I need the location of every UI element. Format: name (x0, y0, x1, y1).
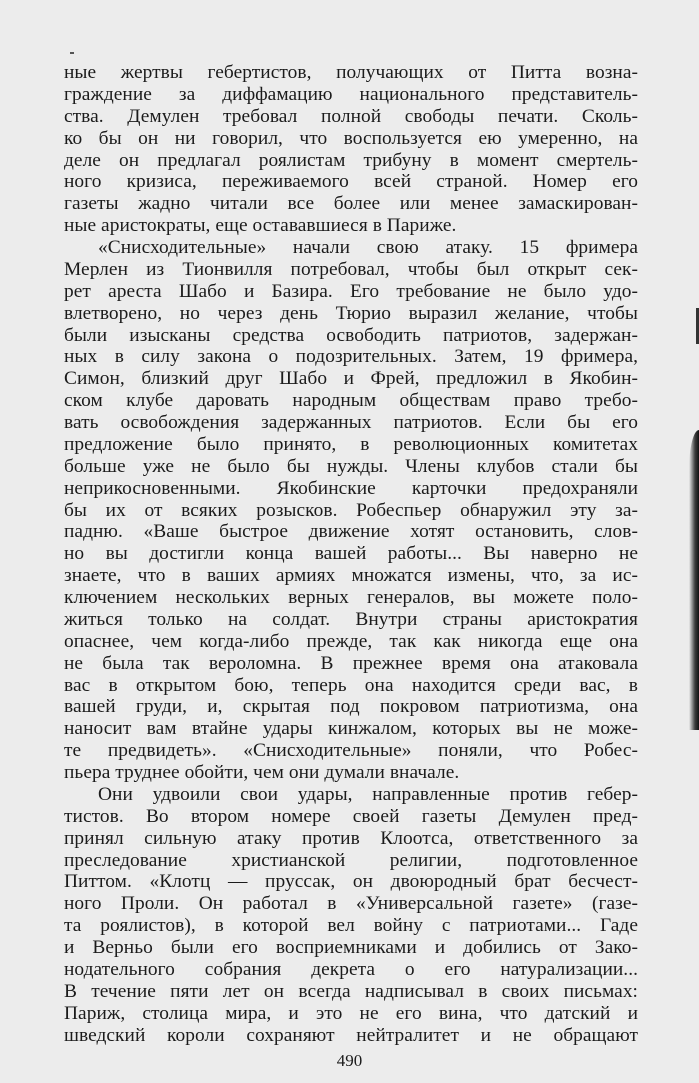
text-line: вать освобождения задержанных патриотов. Если бы его (64, 412, 638, 433)
text-line: деле он предлагал роялистам трибуну в момент смертель- (64, 149, 638, 171)
text-line: ства. Демулен требовал полной свободы печати. Сколь- (64, 105, 638, 127)
text-line: не была так вероломна. В прежнее время она атаковала (64, 652, 638, 674)
text-line: принял сильную атаку против Клоотса, ответственного за (64, 827, 638, 849)
text-line: были изысканы средства освободить патриотов, задержан- (64, 324, 638, 346)
text-line: ного Проли. Он работал в «Универсальной газете» (газе- (64, 893, 638, 915)
text-line: Питтом. «Клотц — пруссак, он двоюродный брат бесчест- (64, 871, 638, 893)
text-line: знаете, что в ваших армиях множатся измены, что, за ис- (64, 565, 638, 587)
text-line: ском клубе даровать народным обществам право требо- (64, 390, 638, 412)
text-line: шведский короли сохраняют нейтралитет и не обращают (64, 1024, 638, 1046)
text-line: ные аристократы, еще остававшиеся в Париже. (64, 215, 457, 237)
print-speck (70, 52, 74, 54)
text-line: влетворено, но через день Тюрио выразил желание, чтобы (64, 302, 638, 324)
text-line: наносит вам втайне удары кинжалом, которых вы не може- (64, 718, 638, 740)
text-line: но вы достигли конца вашей работы... Вы наверно не (64, 543, 638, 565)
text-line: те предвидеть». «Снисходительные» поняли, что Робес- (64, 740, 638, 762)
text-line: «Снисходительные» начали свою атаку. 15 фримера (98, 237, 638, 258)
body-text (64, 62, 638, 1046)
text-line: ных в силу закона о подозрительных. Затем, 19 фримера, (64, 346, 638, 368)
text-line: ключением нескольких верных генералов, вы можете поло- (64, 587, 638, 608)
text-line: вас в открытом бою, теперь она находится среди вас, в (64, 674, 638, 696)
text-line: рет ареста Шабо и Базира. Его требование не было удо- (64, 280, 638, 302)
text-line: Париж, столица мира, и это не его вина, что датский и (64, 1002, 638, 1024)
text-line: Они удвоили свои удары, направленные против гебер- (98, 783, 638, 805)
text-line: газеты жадно читали все более или менее замаскирован- (64, 193, 638, 215)
text-line: тистов. Во втором номере своей газеты Демулен пред- (64, 805, 638, 827)
text-line: ко бы он ни говорил, что воспользуется ею умеренно, на (64, 127, 638, 149)
text-line: граждение за диффамацию национального представитель- (64, 83, 638, 105)
text-line: и Верньо были его восприемниками и добились от Зако- (64, 937, 638, 958)
scan-edge-shadow (689, 430, 699, 730)
text-line: неприкосновенными. Якобинские карточки предохраняли (64, 477, 638, 499)
text-line: опаснее, чем когда-либо прежде, так как никогда еще она (64, 630, 638, 652)
text-line: Мерлен из Тионвилля потребовал, чтобы был открыт сек- (64, 258, 638, 280)
text-line: та роялистов), в которой вел войну с патриотами... Гаде (64, 915, 638, 937)
text-line: предложение было принято, в революционных комитетах (64, 433, 638, 455)
text-line: бы их от всяких розысков. Робеспьер обнаружил эту за- (64, 499, 638, 521)
page-number: 490 (336, 1051, 363, 1070)
text-line: В течение пяти лет он всегда надписывал в своих письмах: (64, 980, 638, 1002)
text-line: пьера труднее обойти, чем они думали вначале. (64, 762, 460, 783)
text-line: Симон, близкий друг Шабо и Фрей, предложил в Якобин- (64, 368, 638, 390)
text-line: вашей груди, и, скрытая под покровом патриотизма, она (64, 696, 638, 718)
text-line: ного кризиса, переживаемого всей страной. Номер его (64, 171, 638, 193)
text-line: ные жертвы гебертистов, получающих от Питта возна- (64, 62, 638, 83)
text-line: нодательного собрания декрета о его натурализации... (64, 958, 638, 980)
text-line: житься только на солдат. Внутри страны аристократия (64, 608, 638, 630)
text-line: преследование христианской религии, подготовленное (64, 849, 638, 871)
text-line: больше уже не было бы нужды. Члены клубов стали бы (64, 455, 638, 477)
text-line: падню. «Ваше быстрое движение хотят остановить, слов- (64, 521, 638, 543)
